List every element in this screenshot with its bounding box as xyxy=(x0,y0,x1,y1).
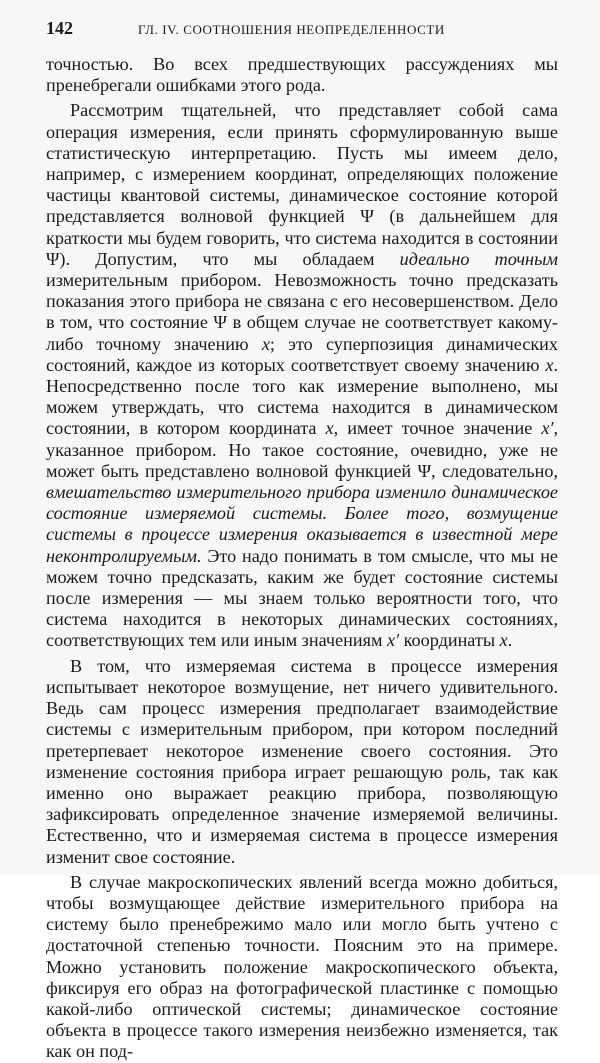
text-run: Это надо понимать в том смысле, что мы не можем точно предсказать, каким же будет состояние системы после измерения — мы знаем только вероятности того, что система находится в некоторых динамических состояниях, соответствующих тем или иным значениям xyxy=(46,545,558,651)
italic-text: x′ xyxy=(541,418,554,439)
paragraph xyxy=(46,872,558,1063)
text-run: В случае макроскопических явлений всегда можно добиться, чтобы возмущающее действие измерительного прибора на систему было пренебрежимо мало или могло быть учтено с достаточной степенью точности. Поясним это на примере. Можно установить положение макроскопического объекта, фиксируя его образ на фотографической пластинке с помощью какой-либо оптической системы; динамическое состояние объекта в процессе такого измерения неизбежно изменяется, так как он под- xyxy=(46,871,558,1062)
italic-text: идеально точным xyxy=(399,248,558,269)
paragraph xyxy=(46,100,558,651)
page-header xyxy=(46,18,558,46)
italic-text: x xyxy=(499,630,508,651)
text-run: . Непосредственно после того как измерение выполнено, мы можем утверждать, что система находится в динамическом состоянии, в котором координата xyxy=(46,354,558,439)
text-run: . xyxy=(507,630,513,651)
text-run: В том, что измеряемая система в процессе измерения испытывает некоторое возмущение, нет ничего удивительного. Ведь сам процесс измерения предполагает взаимодействие системы с измерительным прибором, при котором последний претерпевает некоторое изменение своего состояния. Это изменение состояния прибора играет решающую роль, так как именно оно выражает реакцию прибора, позволяющую зафиксировать определенное значение измеряемой величины. Естественно, что и измеряемая система в процессе измерения изменит свое состояние. xyxy=(46,655,558,867)
paragraph xyxy=(46,54,558,96)
italic-text: x xyxy=(261,333,270,354)
text-run: координаты xyxy=(399,630,500,651)
text-run: , указанное прибором. Но такое состояние, очевидно, уже не может быть представлено волновой функцией Ψ, следовательно, xyxy=(46,418,558,481)
italic-text: вмешательство измерительного прибора изменило динамическое состояние измеряемой системы. Более того, возмущение системы в процессе измерения оказывается в известной мере неконтролируемым. xyxy=(46,482,558,566)
text-run: , имеет точное значение xyxy=(333,418,542,439)
text-run: точностью. Во всех предшествующих рассуждениях мы пренебрегали ошибками этого рода. xyxy=(46,54,558,96)
running-head: ГЛ. IV. СООТНОШЕНИЯ НЕОПРЕДЕЛЕННОСТИ xyxy=(138,22,445,37)
body-text xyxy=(46,54,558,1063)
text-run: измерительным прибором. Невозможность точно предсказать показания этого прибора не связана с его несовершенством. Дело в том, что состояние Ψ в общем случае не соответствует какому-либо точному значению xyxy=(46,270,558,354)
italic-text: x′ xyxy=(387,630,400,651)
italic-text: x xyxy=(545,354,554,375)
text-run: ; это суперпозиция динамических состояний, каждое из которых соответствует своему значению xyxy=(46,333,558,375)
italic-text: x xyxy=(325,418,334,439)
text-run: Рассмотрим тщательней, что представляет собой сама операция измерения, если принять сформулированную выше статистическую интерпретацию. Пусть мы имеем дело, например, с измерением координат, определяющих положение частицы квантовой системы, динамическое состояние которой представляется волновой функцией Ψ (в дальнейшем для краткости мы будем говорить, что система находится в состоянии Ψ). Допустим, что мы обладаем xyxy=(46,100,558,269)
page-number: 142 xyxy=(46,18,73,38)
paragraph xyxy=(46,656,558,868)
